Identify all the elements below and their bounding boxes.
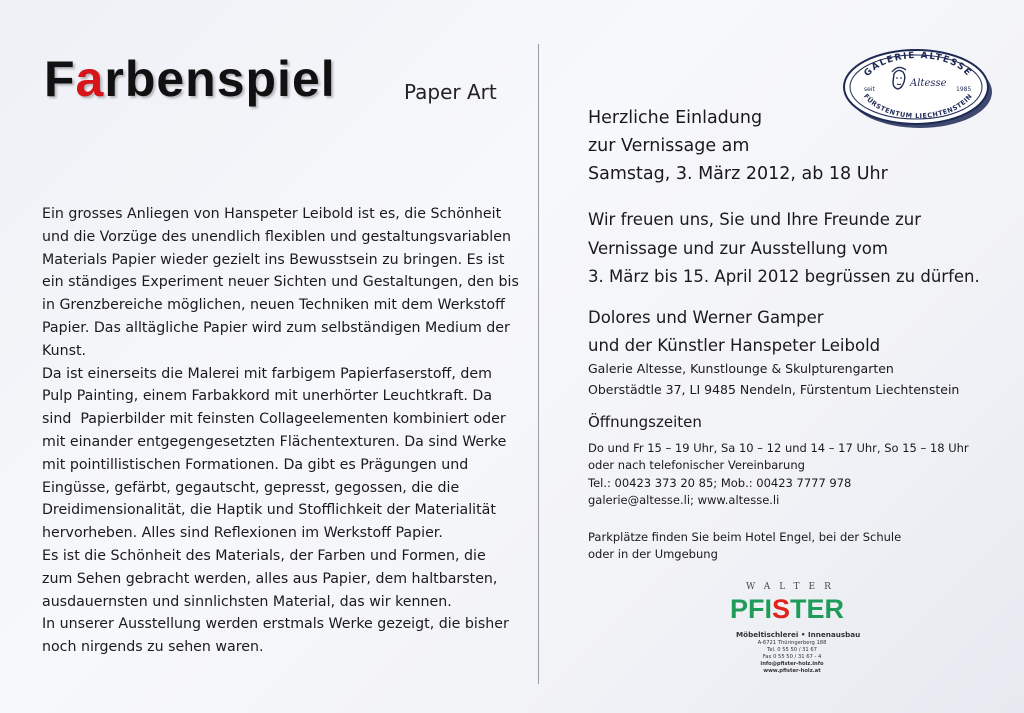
description-line: Papier. Das alltägliche Papier wird zum selbständigen Medium der	[42, 319, 510, 336]
sponsor-logo-subtitle: Möbeltischlerei • Innenausbau	[736, 630, 861, 639]
greeting-line: 3. März bis 15. April 2012 begrüssen zu dürfen.	[588, 267, 980, 286]
description-line: Dreidimensionalität, die Haptik und Stofflichkeit der Materialität	[42, 502, 496, 519]
description	[42, 203, 519, 659]
description-line: Kunst.	[42, 342, 87, 359]
contact-phone: Tel.: 00423 373 20 85; Mob.: 00423 7777 978	[588, 475, 852, 490]
description-line: Da ist einerseits die Malerei mit farbigem Papierfaserstoff, dem	[42, 365, 492, 382]
description-line: Pulp Painting, einem Farbakkord mit unerhörter Leuchtkraft. Da	[42, 388, 493, 405]
parking	[588, 529, 988, 563]
logo-bottom-text: FÜRSTENTUM LIECHTENSTEIN	[862, 92, 974, 121]
parking-line: oder in der Umgebung	[588, 547, 718, 561]
invitation-line: zur Vernissage am	[588, 136, 750, 156]
description-line: mit pointillistischen Formationen. Da gibt es Prägungen und	[42, 456, 469, 473]
venue-line: Galerie Altesse, Kunstlounge & Skulpturengarten	[588, 361, 894, 376]
sponsor-address: A-6721 Thüringerberg 188 Tel. 0 55 50 / 31 67 Fax 0 55 50 / 31 67 - 4 info@pfister-holz.info www.pfister-holz.at	[757, 640, 827, 674]
description-line: in Grenzbereiche möglichen, neuen Techniken mit dem Werkstoff	[42, 297, 505, 314]
logo-signature: Altesse	[910, 78, 947, 89]
hours-line: oder nach telefonischer Vereinbarung	[588, 458, 805, 473]
vertical-divider	[538, 44, 539, 684]
description-line: mit einander entgegengesetzten Flächentexturen. Da sind Werke	[42, 433, 507, 450]
description-line: noch nirgends zu sehen waren.	[42, 639, 264, 656]
description-line: Eingüsse, gefärbt, gegautscht, gepresst, gegossen, die die	[42, 479, 460, 496]
hours-line: Do und Fr 15 – 19 Uhr, Sa 10 – 12 und 14 – 17 Uhr, So 15 – 18 Uhr	[588, 441, 969, 455]
hours-title: Öffnungszeiten	[588, 413, 702, 431]
description-line: Ein grosses Anliegen von Hanspeter Leibold ist es, die Schönheit	[42, 206, 502, 222]
description-line: Materials Papier wieder gezielt ins Bewusstsein zu bringen. Es ist	[42, 251, 505, 268]
opening-hours	[588, 440, 1008, 510]
invitation	[588, 104, 988, 188]
description-line: hervorheben. Alles sind Reflexionen im Werkstoff Papier.	[42, 525, 443, 542]
logo-left-text: seit	[864, 86, 875, 93]
title-first-letter: F	[44, 51, 76, 107]
greeting	[588, 206, 1008, 292]
logo-top-text: GALERIE ALTESSE	[862, 50, 974, 79]
greeting-line: Vernissage und zur Ausstellung vom	[588, 238, 888, 258]
title-accent-letter: a	[75, 51, 105, 107]
sponsor-logo-name: PFISTER	[730, 594, 845, 624]
invitation-line: Samstag, 3. März 2012, ab 18 Uhr	[588, 164, 888, 184]
description-line: sind Papierbilder mit feinsten Collageelementen kombiniert oder	[42, 411, 506, 428]
description-line: zum Sehen gebracht werden, alles aus Papier, dem haltbarsten,	[42, 570, 498, 587]
title	[44, 50, 336, 108]
invitation-line: Herzliche Einladung	[588, 108, 763, 128]
description-line: In unserer Ausstellung werden erstmals Werke gezeigt, die bisher	[42, 616, 509, 633]
hosts-line: Dolores und Werner Gamper	[588, 308, 824, 327]
description-line: ausdauernsten und sinnlichsten Material, das wir kennen.	[42, 593, 452, 610]
greeting-line: Wir freuen uns, Sie und Ihre Freunde zur	[588, 210, 922, 229]
subtitle: Paper Art	[404, 80, 497, 104]
contact-web: galerie@altesse.li; www.altesse.li	[588, 493, 780, 508]
hosts-line: und der Künstler Hanspeter Leibold	[588, 336, 881, 355]
description-line: Es ist die Schönheit des Materials, der Farben und Formen, die	[42, 547, 486, 564]
logo-right-text: 1985	[956, 86, 972, 93]
parking-line: Parkplätze finden Sie beim Hotel Engel, bei der Schule	[588, 530, 902, 544]
venue-line: Oberstädtle 37, LI 9485 Nendeln, Fürstentum Liechtenstein	[588, 382, 960, 397]
venue	[588, 358, 988, 400]
description-line: ein ständiges Experiment neuer Sichten und Gestaltungen, den bis	[42, 274, 519, 291]
sponsor-logo-top: WALTER	[746, 582, 840, 592]
sponsor-logo	[728, 580, 861, 680]
hosts	[588, 304, 988, 360]
title-rest: rbenspiel	[104, 51, 336, 107]
description-line: und die Vorzüge des unendlich flexiblen und gestaltungsvariablen	[42, 228, 511, 245]
